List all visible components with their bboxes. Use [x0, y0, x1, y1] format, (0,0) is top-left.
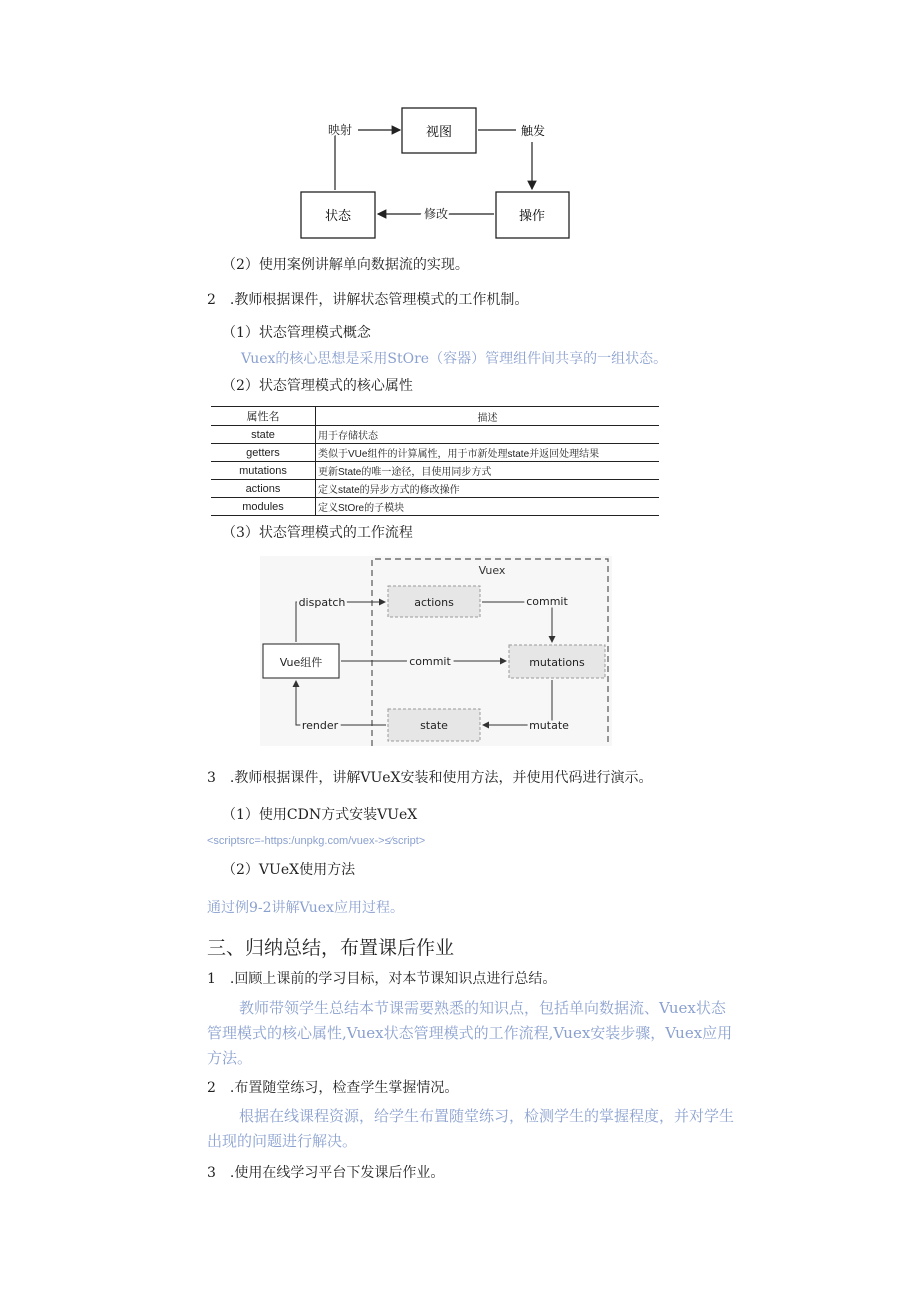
state-label: 状态: [324, 209, 352, 224]
script-tag-line: <scriptsrc=-https:/unpkg.com/vuex->≤∕script>: [207, 835, 426, 847]
prop-name: mutations: [211, 462, 316, 480]
vuex-workflow-diagram: [260, 556, 612, 746]
table-row: [211, 426, 659, 444]
table-row: [211, 444, 659, 462]
summary-item3: 3 .使用在线学习平台下发课后作业。: [207, 1165, 445, 1181]
properties-table: [211, 406, 659, 516]
trigger-label: 触发: [520, 124, 546, 138]
usage-line: （2）VUeX使用方法: [222, 862, 356, 878]
table-row: [211, 480, 659, 498]
prop-desc: 更新State的唯一途径，目使用同步方式: [316, 462, 660, 480]
prop-desc: 类似于VUe组件的计算属性，用于市新处理state并返回处理结果: [316, 444, 660, 462]
table-header-row: [211, 407, 659, 426]
header-desc: 描述: [316, 407, 660, 426]
cdn-line: （1）使用CDN方式安装VUeX: [222, 807, 418, 823]
action-label: 操作: [518, 209, 546, 224]
view-label: 视图: [425, 125, 453, 140]
prop-name: actions: [211, 480, 316, 498]
modify-label: 修改: [423, 207, 449, 221]
summary-item1-para: 教师带领学生总结本节课需要熟悉的知识点，包括单向数据流、Vuex状态管理模式的核心属性,Vuex状态管理模式的工作流程,Vuex安装步骤，Vuex应用方法。: [207, 999, 733, 1067]
table-row: [211, 462, 659, 480]
dispatch-label: dispatch: [298, 596, 346, 609]
prop-desc: 用于存储状态: [316, 426, 660, 444]
map-label: 映射: [327, 123, 353, 137]
data-flow-diagram: [290, 100, 590, 245]
sub1-line: （1）状态管理模式概念: [222, 325, 371, 341]
component-label: Vue组件: [279, 656, 323, 669]
sub3-line: （3）状态管理模式的工作流程: [222, 525, 413, 541]
example-line: 通过例9-2讲解Vuex应用过程。: [207, 900, 404, 916]
header-name: 属性名: [211, 407, 316, 426]
commit-top-label: commit: [526, 595, 568, 608]
prop-name: getters: [211, 444, 316, 462]
vuex-label: Vuex: [478, 564, 506, 577]
case-demo-line: （2）使用案例讲解单向数据流的实现。: [222, 257, 469, 273]
prop-desc: 定义StOre的子模块: [316, 498, 660, 516]
prop-desc: 定义state的异步方式的修改操作: [316, 480, 660, 498]
item2-line: 2 .教师根据课件，讲解状态管理模式的工作机制。: [207, 292, 529, 308]
prop-name: state: [211, 426, 316, 444]
summary-item2-para: 根据在线课程资源，给学生布置随堂练习，检测学生的掌握程度，并对学生出现的问题进行解决。: [207, 1107, 735, 1150]
summary-item1: 1 .回顾上课前的学习目标，对本节课知识点进行总结。: [207, 971, 557, 987]
item3-line: 3 .教师根据课件，讲解VUeX安装和使用方法，并使用代码进行演示。: [207, 770, 653, 786]
section3-heading: 三、归纳总结，布置课后作业: [207, 937, 455, 959]
sub2-line: （2）状态管理模式的核心属性: [222, 378, 413, 394]
mutate-label: mutate: [529, 719, 569, 732]
render-label: render: [301, 719, 339, 732]
table-row: [211, 498, 659, 516]
actions-label: actions: [414, 596, 454, 609]
vuex-core-line: Vuex的核心思想是采用StOre（容器）管理组件间共享的一组状态。: [241, 351, 668, 367]
prop-name: modules: [211, 498, 316, 516]
mutations-label: mutations: [529, 656, 585, 669]
summary-item2: 2 .布置随堂练习，检查学生掌握情况。: [207, 1080, 459, 1096]
state-label-2: state: [420, 719, 448, 732]
commit-mid-label: commit: [409, 655, 451, 668]
